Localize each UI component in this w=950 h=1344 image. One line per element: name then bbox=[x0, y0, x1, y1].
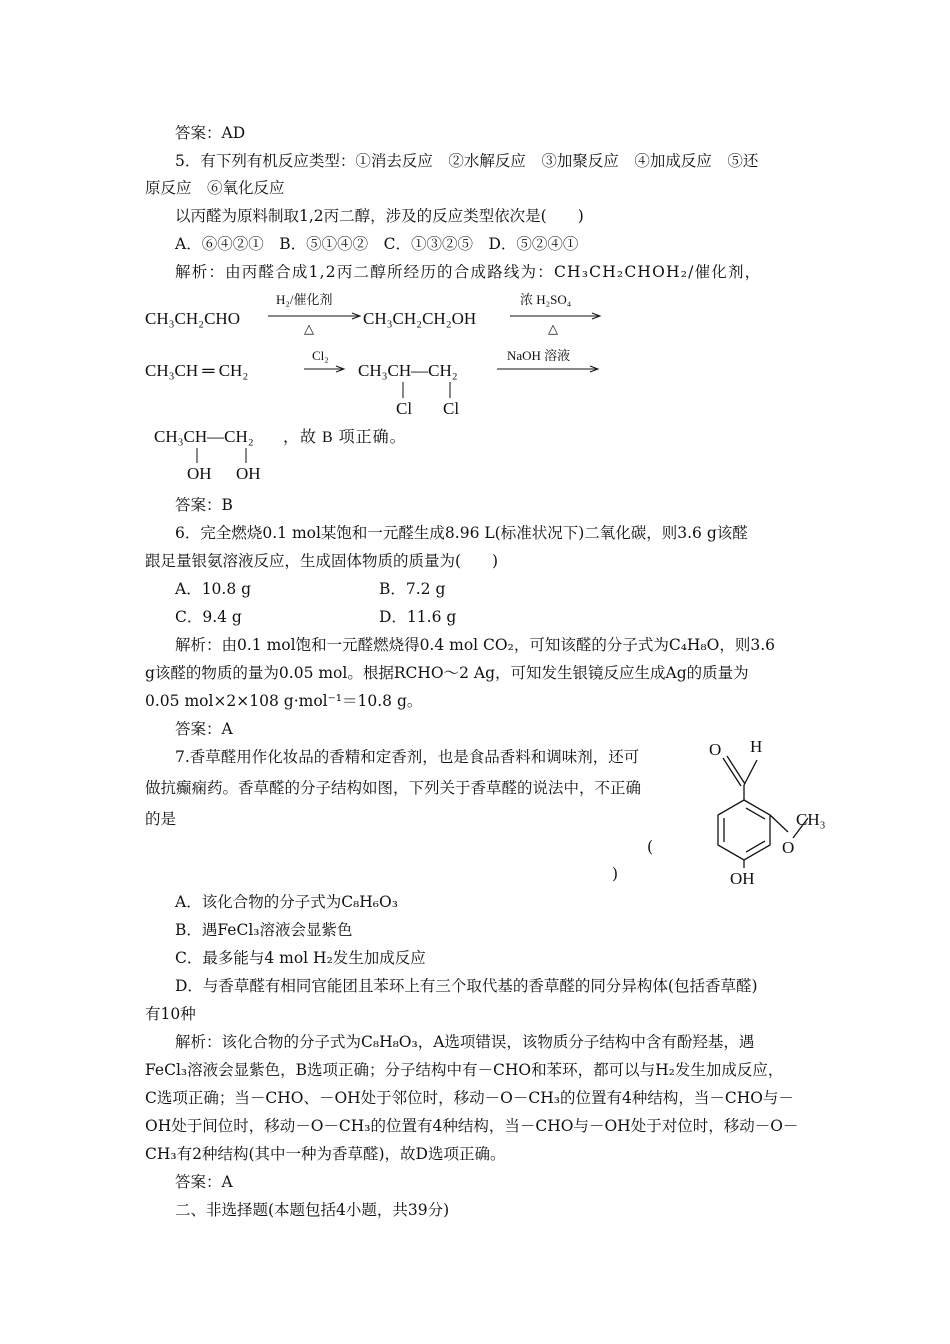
q6-option-b: B．7.2 g bbox=[379, 580, 446, 598]
q7-option-c: C．最多能与4 mol H₂发生加成反应 bbox=[175, 949, 426, 967]
q6-stem-line2: 跟足量银氨溶液反应，生成固体物质的质量为( ) bbox=[145, 552, 499, 570]
scheme-cond2-bottom: △ bbox=[548, 321, 558, 336]
q6-analysis-line2: g该醛的物质的量为0.05 mol。根据RCHO～2 Ag，可知发生银镜反应生成Ag的质量为 bbox=[145, 664, 749, 682]
scheme-cond2-top: 浓 H₂SO₄ bbox=[520, 292, 572, 307]
q6-option-d: D．11.6 g bbox=[379, 608, 457, 626]
q5-stem-line3: 以丙醛为原料制取1,2丙二醇，涉及的反应类型依次是( ) bbox=[175, 207, 584, 225]
scheme-tail: ，故 B 项正确。 bbox=[283, 429, 407, 446]
mol-o-label: O bbox=[709, 740, 722, 759]
section-2-heading: 二、非选择题(本题包括4小题，共39分) bbox=[175, 1201, 450, 1219]
scheme-cond3-top: Cl₂ bbox=[312, 348, 329, 363]
q5-analysis: 解析：由丙醛合成1,2丙二醇所经历的合成路线为：CH₃CH₂CHOH₂/催化剂， bbox=[175, 263, 762, 281]
q7-option-a: A．该化合物的分子式为C₈H₆O₃ bbox=[175, 893, 398, 911]
scheme-cond1-bottom: △ bbox=[304, 321, 314, 336]
mol-ch3-label: CH₃ bbox=[796, 810, 826, 829]
q7-analysis-line4: OH处于间位时，移动－O－CH₃的位置有4种结构，当－CHO与－OH处于对位时，移动－O－ bbox=[145, 1117, 799, 1135]
q6-option-a: A．10.8 g bbox=[175, 580, 252, 598]
scheme-cond1-top: H₂/催化剂 bbox=[276, 292, 333, 307]
vanillin-structure bbox=[709, 737, 826, 888]
q7-stem-line1: 7.香草醛用作化妆品的香精和定香剂，也是食品香料和调味剂，还可 bbox=[175, 748, 640, 766]
q5-answer: 答案：B bbox=[175, 496, 233, 514]
scheme-prod4-oh1: OH bbox=[187, 464, 212, 483]
scheme-prod1: CH₃CH₂CH₂OH bbox=[363, 309, 477, 328]
q7-analysis-line3: C选项正确；当－CHO、－OH处于邻位时，移动－O－CH₃的位置有4种结构，当－CHO与－ bbox=[145, 1089, 794, 1107]
q6-analysis-line1: 解析：由0.1 mol饱和一元醛燃烧得0.4 mol CO₂，可知该醛的分子式为C₄H₈O，则3.6 bbox=[175, 636, 775, 654]
mol-h-label: H bbox=[750, 737, 763, 756]
q7-stem-line2: 做抗癫痫药。香草醛的分子结构如图，下列关于香草醛的说法中，不正确 bbox=[145, 779, 642, 797]
q4-answer: 答案：AD bbox=[175, 124, 246, 142]
q5-stem-line1: 5．有下列有机反应类型：①消去反应 ②水解反应 ③加聚反应 ④加成反应 ⑤还 bbox=[175, 152, 759, 170]
q5-options: A．⑥④②① B．⑤①④② C．①③②⑤ D．⑤②④① bbox=[175, 235, 579, 253]
q6-stem-line1: 6．完全燃烧0.1 mol某饱和一元醛生成8.96 L(标准状况下)二氧化碳，则3.6 g该醛 bbox=[175, 524, 748, 542]
scheme-prod3-cl1: Cl bbox=[396, 399, 413, 418]
q7-analysis-line5: CH₃有2种结构(其中一种为香草醛)，故D选项正确。 bbox=[145, 1145, 506, 1163]
mol-o2-label: O bbox=[782, 838, 795, 857]
q6-option-c: C．9.4 g bbox=[175, 608, 242, 626]
q7-option-b: B．遇FeCl₃溶液会显紫色 bbox=[175, 921, 353, 939]
q7-option-d-line1: D．与香草醛有相同官能团且苯环上有三个取代基的香草醛的同分异构体(包括香草醛) bbox=[175, 977, 758, 995]
scheme-prod3-cl2: Cl bbox=[443, 399, 460, 418]
scheme-cond4-top: NaOH 溶液 bbox=[507, 348, 571, 363]
q6-answer: 答案：A bbox=[175, 720, 233, 738]
q7-option-d-line2: 有10种 bbox=[145, 1005, 196, 1023]
scheme-prod3: CH₃CH—CH₂ bbox=[358, 361, 458, 380]
mol-oh-label: OH bbox=[730, 869, 755, 888]
scheme-prod2: CH₃CH ═ CH₂ bbox=[145, 361, 249, 380]
scheme-prod4: CH₃CH—CH₂ bbox=[154, 427, 254, 446]
q6-analysis-line3: 0.05 mol×2×108 g·mol⁻¹＝10.8 g。 bbox=[145, 692, 423, 710]
q7-answer: 答案：A bbox=[175, 1173, 233, 1191]
q7-stem-line3: 的是 bbox=[145, 810, 177, 828]
scheme-prod4-oh2: OH bbox=[236, 464, 261, 483]
q5-stem-line2: 原反应 ⑥氧化反应 bbox=[145, 179, 285, 197]
scheme-reactant: CH₃CH₂CHO bbox=[145, 309, 240, 328]
q7-paren-close: ) bbox=[612, 865, 619, 883]
q7-analysis-line1: 解析：该化合物的分子式为C₈H₈O₃，A选项错误，该物质分子结构中含有酚羟基，遇 bbox=[175, 1033, 755, 1051]
q7-paren-open: ( bbox=[647, 838, 654, 856]
q7-analysis-line2: FeCl₃溶液会显紫色，B选项正确；分子结构中有－CHO和苯环，都可以与H₂发生加成反应， bbox=[145, 1061, 784, 1079]
